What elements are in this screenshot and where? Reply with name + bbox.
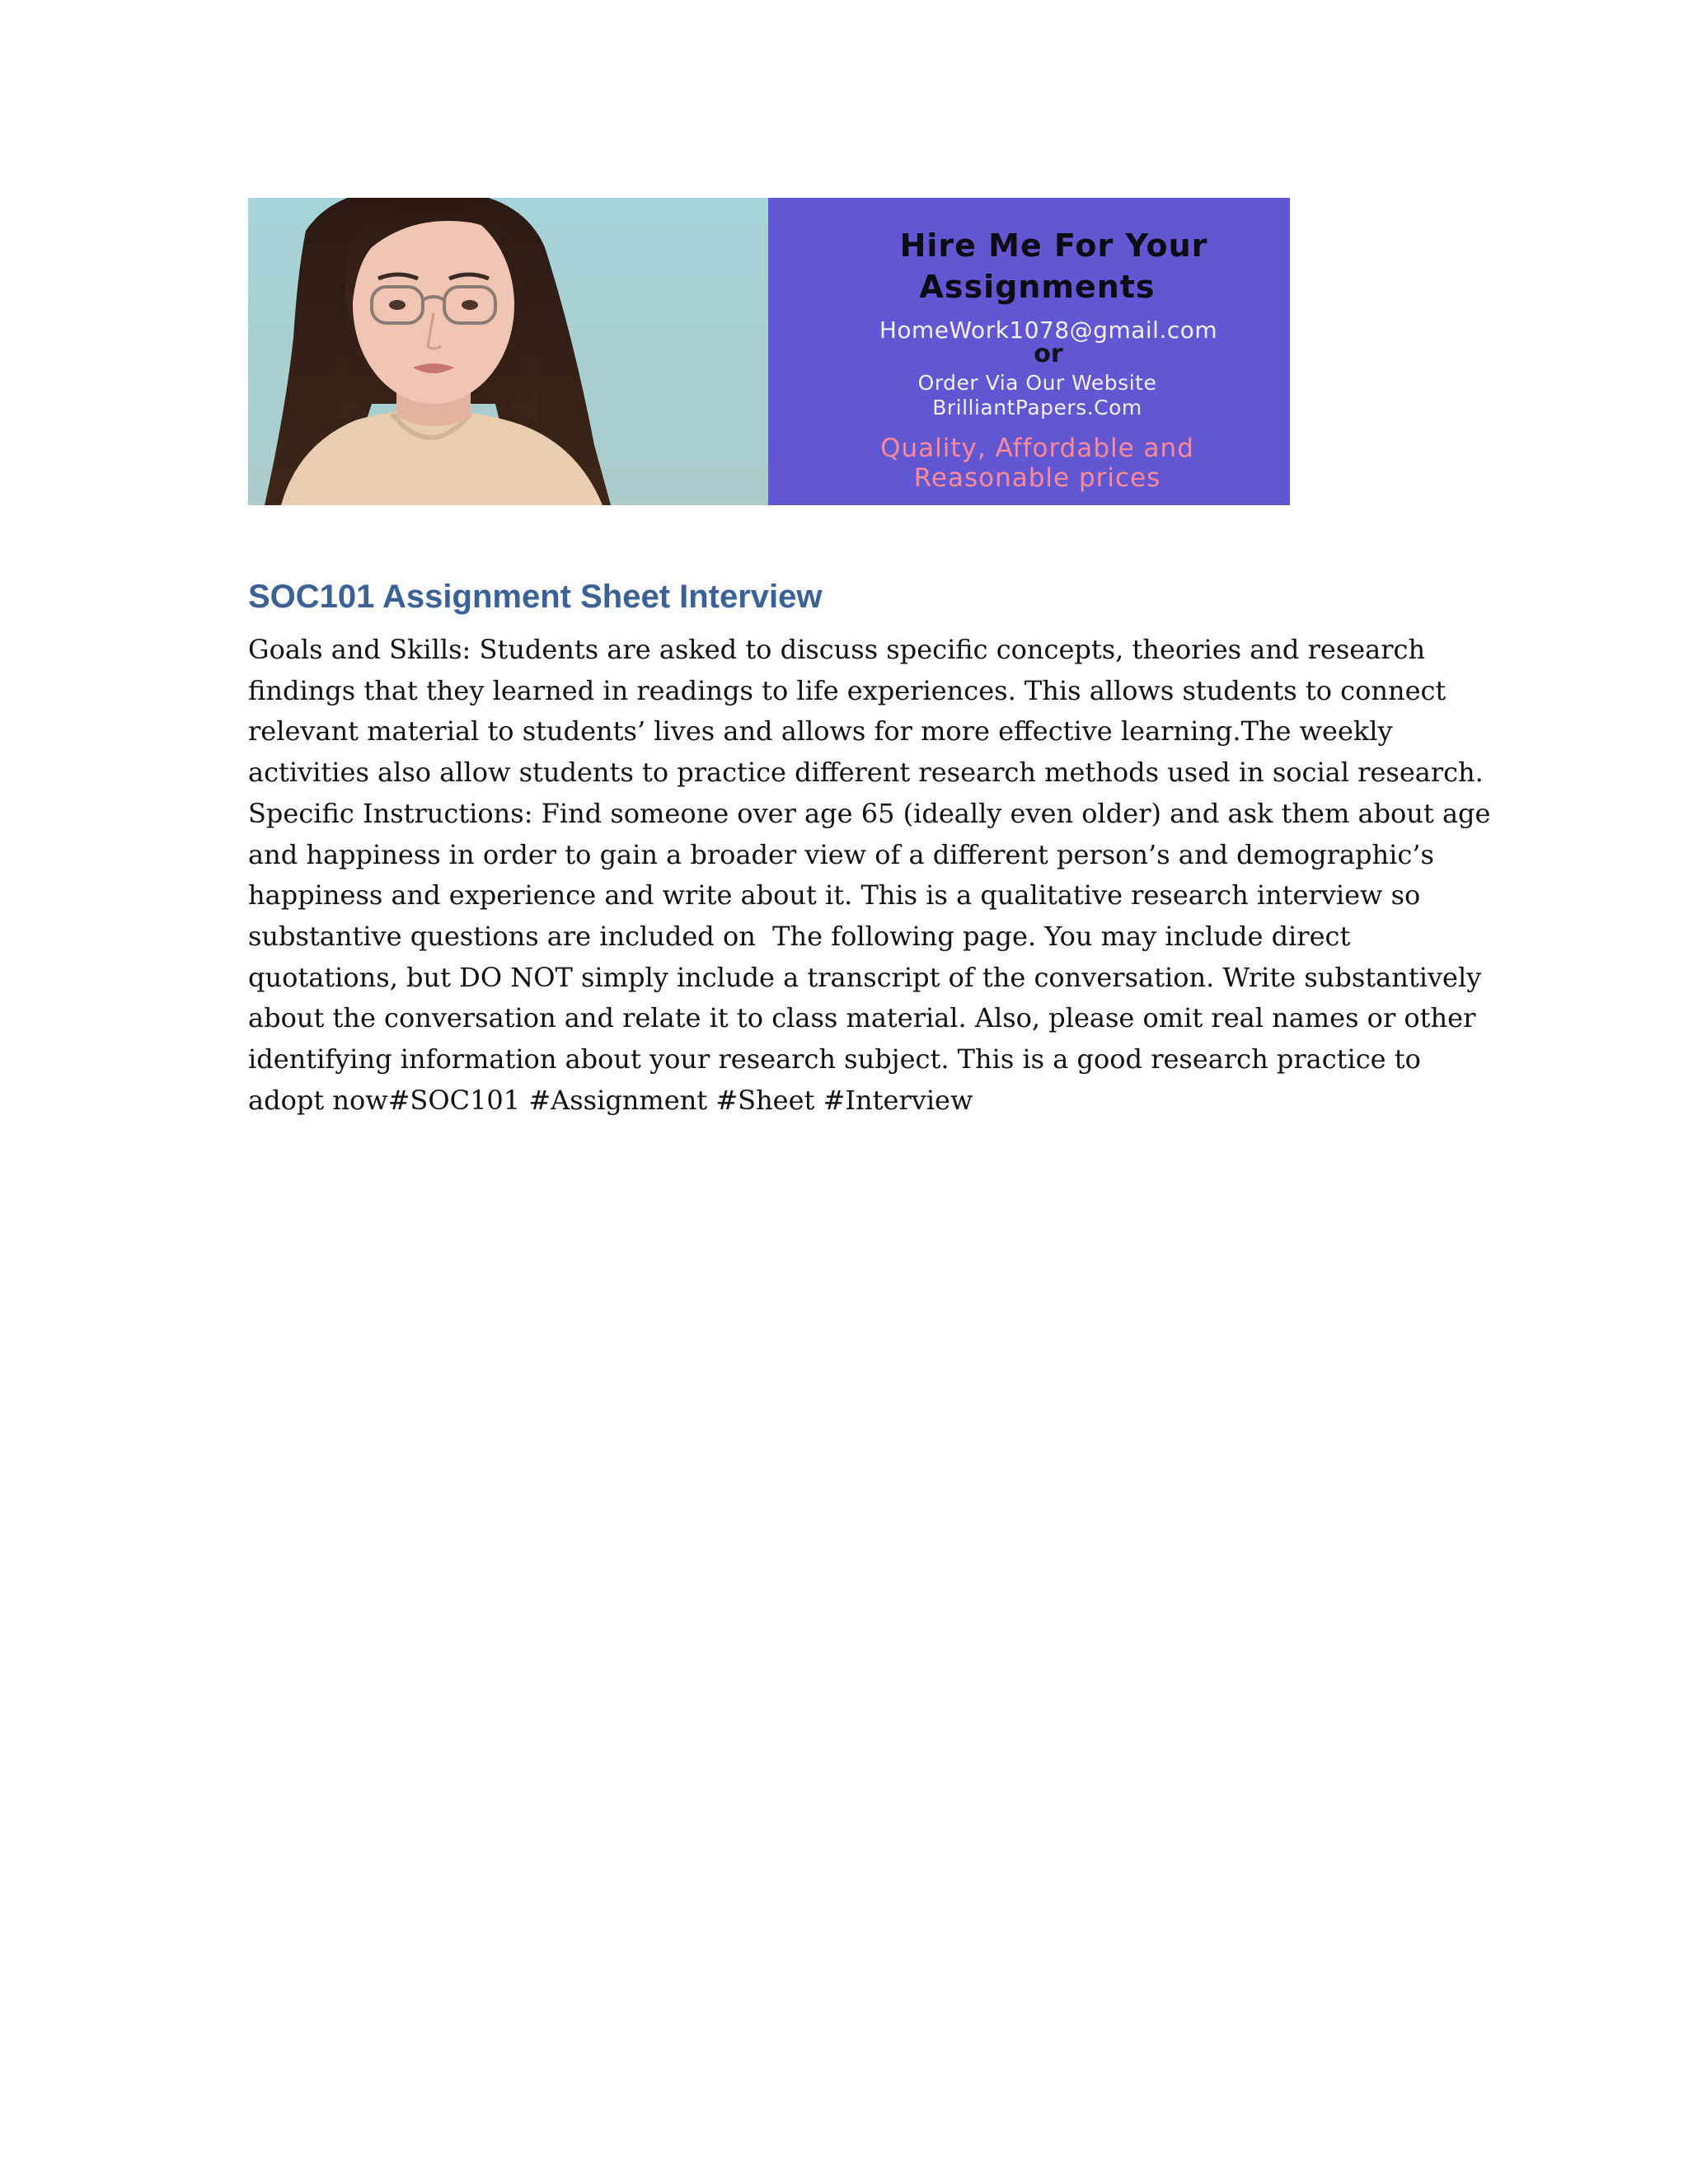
banner-headline-line-1: Hire Me For Your <box>899 227 1208 264</box>
body-line: Specific Instructions: Find someone over age 65 (ideally even older) and ask them about age <box>248 797 1491 829</box>
body-line: about the conversation and relate it to class material. Also, please omit real names or other <box>248 1002 1476 1034</box>
banner-tagline-line-2: Reasonable prices <box>913 463 1161 493</box>
banner-text-panel <box>768 198 1290 505</box>
banner-email: HomeWork1078@gmail.com <box>879 316 1218 344</box>
document-body <box>248 630 1491 1121</box>
body-line: Goals and Skills: Students are asked to discuss specific concepts, theories and research <box>248 634 1426 665</box>
body-line: quotations, but DO NOT simply include a transcript of the conversation. Write substantively <box>248 961 1482 993</box>
body-line: relevant material to students’ lives and allows for more effective learning.The weekly <box>248 715 1393 748</box>
body-line: adopt now#SOC101 #Assignment #Sheet #Interview <box>248 1084 973 1116</box>
banner-website: BrilliantPapers.Com <box>932 396 1142 419</box>
woman-portrait-illustration <box>248 198 768 505</box>
banner-tagline-line-1: Quality, Affordable and <box>880 434 1194 463</box>
body-line: activities also allow students to practice different research methods used in social research. <box>248 757 1484 789</box>
advertisement-banner <box>248 198 1290 505</box>
document-title: SOC101 Assignment Sheet Interview <box>248 579 823 615</box>
body-line: substantive questions are included on The following page. You may include direct <box>248 920 1351 952</box>
body-line: happiness and experience and write about it. This is a qualitative research interview so <box>248 879 1421 912</box>
banner-headline-line-2: Assignments <box>919 269 1156 305</box>
banner-order-text: Order Via Our Website <box>917 371 1157 395</box>
banner-portrait-photo <box>248 198 768 505</box>
banner-or: or <box>1034 340 1063 368</box>
body-line: identifying information about your research subject. This is a good research practice to <box>248 1043 1421 1076</box>
body-line: and happiness in order to gain a broader view of a different person’s and demographic’s <box>248 838 1434 870</box>
body-line: findings that they learned in readings to life experiences. This allows students to connect <box>248 674 1447 706</box>
